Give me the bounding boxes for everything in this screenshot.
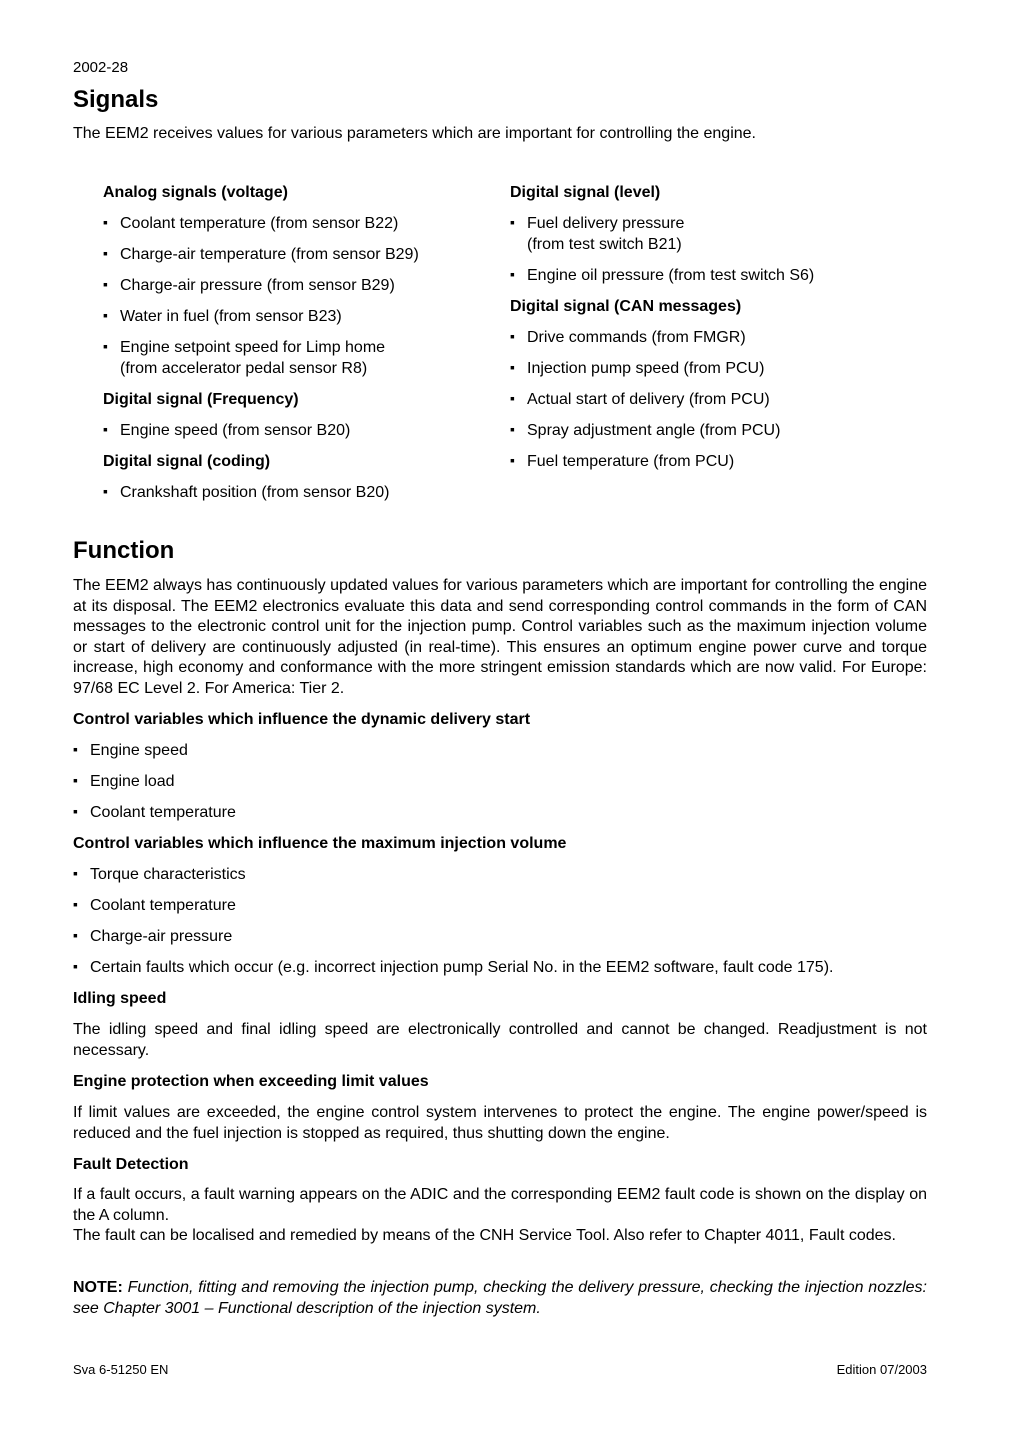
bullet-icon: ▪ xyxy=(510,328,515,344)
bullet-icon: ▪ xyxy=(103,214,108,230)
list-item-text: Spray adjustment angle (from PCU) xyxy=(527,422,781,439)
list-item-text: Injection pump speed (from PCU) xyxy=(527,360,765,377)
idling-speed-text: The idling speed and final idling speed are electronically controlled and cannot be changed. Readjustment is not necessary. xyxy=(73,1021,927,1059)
list-item xyxy=(103,483,483,504)
list-item xyxy=(510,390,910,411)
fault-detection-text-2: The fault can be localised and remedied by means of the CNH Service Tool. Also refer to Chapter 4011, Fault codes. xyxy=(73,1227,896,1244)
list-item xyxy=(73,741,927,762)
level-signal-heading: Digital signal (level) xyxy=(510,184,661,201)
bullet-icon: ▪ xyxy=(103,245,108,261)
max-injection-heading: Control variables which influence the maximum injection volume xyxy=(73,835,567,852)
page-number: 2002-28 xyxy=(73,59,129,76)
idling-speed-heading: Idling speed xyxy=(73,990,167,1007)
bullet-icon: ▪ xyxy=(103,421,108,437)
bullet-icon: ▪ xyxy=(103,276,108,292)
can-signal-heading: Digital signal (CAN messages) xyxy=(510,298,742,315)
list-item-text: Engine load xyxy=(90,773,175,790)
bullet-icon: ▪ xyxy=(73,741,78,757)
bullet-icon: ▪ xyxy=(510,390,515,406)
list-item xyxy=(103,214,483,235)
list-item xyxy=(73,865,927,886)
bullet-icon: ▪ xyxy=(510,452,515,468)
bullet-icon: ▪ xyxy=(73,927,78,943)
list-item xyxy=(103,421,483,442)
list-item-text: Fuel temperature (from PCU) xyxy=(527,453,735,470)
bullet-icon: ▪ xyxy=(510,421,515,437)
list-item-text: Certain faults which occur (e.g. incorrect injection pump Serial No. in the EEM2 software, fault code 175). xyxy=(90,959,834,976)
list-item-text: Actual start of delivery (from PCU) xyxy=(527,391,770,408)
list-item xyxy=(73,803,927,824)
list-item-text: Charge-air pressure xyxy=(90,928,233,945)
list-item-text: Drive commands (from FMGR) xyxy=(527,329,746,346)
function-intro: The EEM2 always has continuously updated values for various parameters which are important for controlling the engine at its disposal. The EEM2 electronics evaluate this data and send corresponding control commands in the form of CAN messages to the electronic control unit for the injection pump. Control variables such as the maximum injection volume or start of delivery are continuously adjusted (in real-time). This ensures an optimum engine power curve and torque increase, high economy and conformance with the more stringent emission standards which are now valid. For Europe: 97/68 EC Level 2. For America: Tier 2. xyxy=(73,577,927,697)
footer-document-id: Sva 6-51250 EN xyxy=(73,1362,169,1377)
list-item-text: Fuel delivery pressure (from test switch B21) xyxy=(527,215,685,253)
list-item xyxy=(73,958,927,979)
function-heading: Function xyxy=(73,537,175,564)
bullet-icon: ▪ xyxy=(103,307,108,323)
list-item xyxy=(103,338,483,379)
list-item xyxy=(103,276,483,297)
list-item-text: Charge-air temperature (from sensor B29) xyxy=(120,246,419,263)
bullet-icon: ▪ xyxy=(103,483,108,499)
signals-intro: The EEM2 receives values for various parameters which are important for controlling the engine. xyxy=(73,125,756,142)
frequency-signal-heading: Digital signal (Frequency) xyxy=(103,391,299,408)
engine-protection-heading: Engine protection when exceeding limit values xyxy=(73,1073,429,1090)
analog-signals-heading: Analog signals (voltage) xyxy=(103,184,288,201)
bullet-icon: ▪ xyxy=(73,803,78,819)
fault-detection-text-1: If a fault occurs, a fault warning appears on the ADIC and the corresponding EEM2 fault code is shown on the display on the A column. xyxy=(73,1186,927,1224)
list-item-text: Engine speed xyxy=(90,742,188,759)
list-item-text: Torque characteristics xyxy=(90,866,246,883)
list-item-text: Water in fuel (from sensor B23) xyxy=(120,308,342,325)
signals-heading: Signals xyxy=(73,86,159,113)
list-item xyxy=(510,214,910,255)
bullet-icon: ▪ xyxy=(103,338,108,354)
list-item xyxy=(103,245,483,266)
bullet-icon: ▪ xyxy=(73,772,78,788)
list-item xyxy=(103,307,483,328)
list-item-text: Charge-air pressure (from sensor B29) xyxy=(120,277,395,294)
list-item-text: Coolant temperature xyxy=(90,897,236,914)
list-item xyxy=(510,452,910,473)
list-item xyxy=(510,266,910,287)
bullet-icon: ▪ xyxy=(73,865,78,881)
list-item xyxy=(73,927,927,948)
note xyxy=(73,1278,927,1319)
bullet-icon: ▪ xyxy=(73,896,78,912)
bullet-icon: ▪ xyxy=(510,359,515,375)
bullet-icon: ▪ xyxy=(510,266,515,282)
list-item xyxy=(73,896,927,917)
list-item xyxy=(510,328,910,349)
list-item xyxy=(510,421,910,442)
list-item-text: Crankshaft position (from sensor B20) xyxy=(120,484,390,501)
bullet-icon: ▪ xyxy=(510,214,515,230)
list-item-text: Engine oil pressure (from test switch S6) xyxy=(527,267,815,284)
list-item-text: Coolant temperature xyxy=(90,804,236,821)
list-item-text: Engine speed (from sensor B20) xyxy=(120,422,351,439)
coding-signal-heading: Digital signal (coding) xyxy=(103,453,271,470)
note-text: Function, fitting and removing the injection pump, checking the delivery pressure, checking the injection nozzles: see Chapter 3001 – Functional description of the injection system. xyxy=(73,1279,927,1317)
engine-protection-text: If limit values are exceeded, the engine control system intervenes to protect the engine. The engine power/speed is reduced and the fuel injection is stopped as required, thus shutting down the engine. xyxy=(73,1104,927,1142)
dynamic-delivery-heading: Control variables which influence the dynamic delivery start xyxy=(73,711,531,728)
footer-edition: Edition 07/2003 xyxy=(836,1362,927,1377)
list-item-text: Coolant temperature (from sensor B22) xyxy=(120,215,399,232)
list-item-text: Engine setpoint speed for Limp home (from accelerator pedal sensor R8) xyxy=(120,339,386,377)
note-label: NOTE: xyxy=(73,1279,123,1296)
list-item xyxy=(73,772,927,793)
bullet-icon: ▪ xyxy=(73,958,78,974)
fault-detection-heading: Fault Detection xyxy=(73,1156,189,1173)
list-item xyxy=(510,359,910,380)
